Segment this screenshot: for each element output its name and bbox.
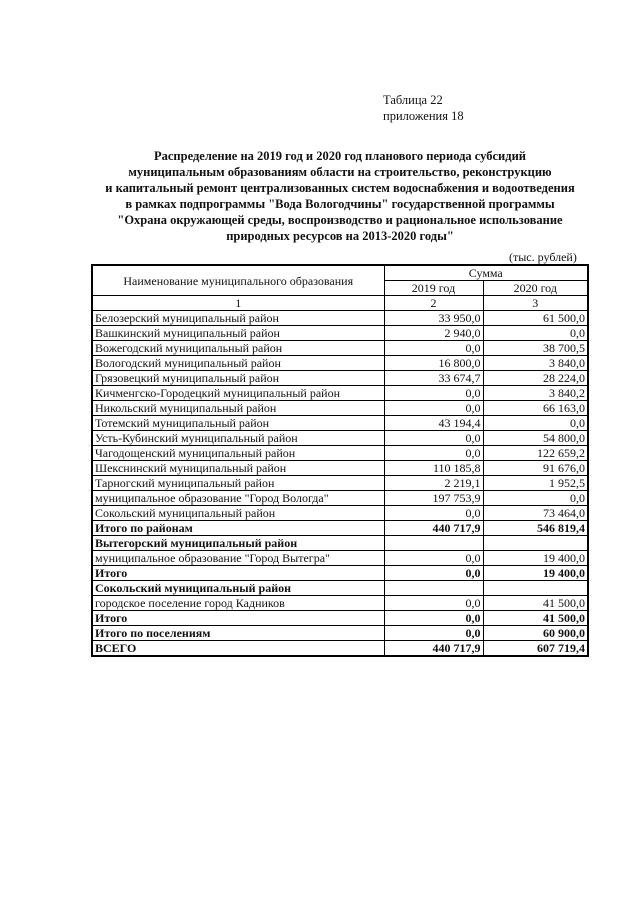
row-name: Шекснинский муниципальный район (92, 461, 384, 476)
table-row (92, 461, 588, 476)
row-value-2019: 440 717,9 (384, 521, 483, 536)
row-name: ВСЕГО (92, 641, 384, 657)
column-number: 2 (384, 296, 483, 311)
row-value-2020: 0,0 (483, 416, 588, 431)
row-value-2019: 33 674,7 (384, 371, 483, 386)
row-value-2019: 0,0 (384, 386, 483, 401)
subsidy-table (91, 264, 589, 657)
row-value-2019: 16 800,0 (384, 356, 483, 371)
row-value-2020: 28 224,0 (483, 371, 588, 386)
row-name: Вытегорский муниципальный район (92, 536, 384, 551)
table-row (92, 566, 588, 581)
row-value-2020 (483, 536, 588, 551)
row-name: Итого (92, 611, 384, 626)
row-value-2019: 0,0 (384, 431, 483, 446)
table-row (92, 581, 588, 596)
header-sum: Сумма (384, 265, 588, 281)
row-name: Тотемский муниципальный район (92, 416, 384, 431)
title-line: в рамках подпрограммы "Вода Вологодчины" государственной программы (125, 197, 555, 211)
table-row (92, 596, 588, 611)
table-row (92, 536, 588, 551)
title-line: Распределение на 2019 год и 2020 год планового периода субсидий (154, 149, 526, 163)
row-value-2019: 2 219,1 (384, 476, 483, 491)
row-value-2019: 0,0 (384, 506, 483, 521)
row-name: Итого по районам (92, 521, 384, 536)
row-value-2019: 33 950,0 (384, 311, 483, 326)
table-row (92, 341, 588, 356)
title-line: природных ресурсов на 2013-2020 годы" (226, 229, 454, 243)
row-value-2019: 110 185,8 (384, 461, 483, 476)
row-name: Белозерский муниципальный район (92, 311, 384, 326)
row-name: Тарногский муниципальный район (92, 476, 384, 491)
row-value-2019: 440 717,9 (384, 641, 483, 657)
row-value-2020 (483, 581, 588, 596)
table-row (92, 311, 588, 326)
row-name: муниципальное образование "Город Вытегра" (92, 551, 384, 566)
row-value-2019: 2 940,0 (384, 326, 483, 341)
row-value-2020: 61 500,0 (483, 311, 588, 326)
document-title (90, 148, 590, 244)
row-value-2019: 197 753,9 (384, 491, 483, 506)
column-number: 3 (483, 296, 588, 311)
row-name: Кичменгско-Городецкий муниципальный район (92, 386, 384, 401)
row-name: Вологодский муниципальный район (92, 356, 384, 371)
table-row (92, 371, 588, 386)
row-value-2020: 0,0 (483, 491, 588, 506)
row-value-2020: 54 800,0 (483, 431, 588, 446)
row-value-2020: 3 840,2 (483, 386, 588, 401)
row-value-2020: 66 163,0 (483, 401, 588, 416)
row-value-2020: 60 900,0 (483, 626, 588, 641)
row-name: Вожегодский муниципальный район (92, 341, 384, 356)
row-value-2020: 38 700,5 (483, 341, 588, 356)
row-name: муниципальное образование "Город Вологда" (92, 491, 384, 506)
row-value-2019: 0,0 (384, 551, 483, 566)
table-row (92, 641, 588, 657)
row-value-2020: 546 819,4 (483, 521, 588, 536)
row-value-2019: 0,0 (384, 401, 483, 416)
row-value-2020: 41 500,0 (483, 611, 588, 626)
row-value-2019: 43 194,4 (384, 416, 483, 431)
row-value-2019: 0,0 (384, 596, 483, 611)
row-value-2019: 0,0 (384, 611, 483, 626)
row-value-2020: 607 719,4 (483, 641, 588, 657)
table-row (92, 446, 588, 461)
title-line: "Охрана окружающей среды, воспроизводство и рациональное использование (117, 213, 563, 227)
table-row (92, 476, 588, 491)
title-line: муниципальным образованиям области на строительство, реконструкцию (128, 165, 552, 179)
table-row (92, 506, 588, 521)
row-value-2020: 91 676,0 (483, 461, 588, 476)
title-line: и капитальный ремонт централизованных систем водоснабжения и водоотведения (105, 181, 575, 195)
table-row (92, 326, 588, 341)
header-2019: 2019 год (384, 281, 483, 296)
row-value-2020: 0,0 (483, 326, 588, 341)
table-row (92, 611, 588, 626)
row-name: Итого (92, 566, 384, 581)
row-value-2020: 1 952,5 (483, 476, 588, 491)
row-name: Итого по поселениям (92, 626, 384, 641)
table-row (92, 416, 588, 431)
row-name: городское поселение город Кадников (92, 596, 384, 611)
row-value-2019: 0,0 (384, 341, 483, 356)
row-name: Вашкинский муниципальный район (92, 326, 384, 341)
table-row (92, 521, 588, 536)
row-name: Усть-Кубинский муниципальный район (92, 431, 384, 446)
table-row (92, 431, 588, 446)
table-caption (383, 92, 464, 124)
table-row (92, 401, 588, 416)
row-value-2020: 41 500,0 (483, 596, 588, 611)
row-value-2020: 19 400,0 (483, 566, 588, 581)
row-name: Никольский муниципальный район (92, 401, 384, 416)
row-value-2019 (384, 536, 483, 551)
row-value-2020: 3 840,0 (483, 356, 588, 371)
table-row (92, 626, 588, 641)
header-name: Наименование муниципального образования (92, 265, 384, 296)
row-value-2019: 0,0 (384, 446, 483, 461)
row-name: Сокольский муниципальный район (92, 581, 384, 596)
units-label: (тыс. рублей) (509, 250, 577, 264)
row-value-2019: 0,0 (384, 566, 483, 581)
column-number: 1 (92, 296, 384, 311)
row-name: Чагодощенский муниципальный район (92, 446, 384, 461)
header-2020: 2020 год (483, 281, 588, 296)
row-value-2020: 73 464,0 (483, 506, 588, 521)
row-value-2020: 19 400,0 (483, 551, 588, 566)
row-value-2020: 122 659,2 (483, 446, 588, 461)
row-name: Грязовецкий муниципальный район (92, 371, 384, 386)
appendix-number: приложения 18 (383, 109, 464, 123)
row-name: Сокольский муниципальный район (92, 506, 384, 521)
row-value-2019: 0,0 (384, 626, 483, 641)
table-number: Таблица 22 (383, 93, 443, 107)
table-row (92, 386, 588, 401)
table-row (92, 491, 588, 506)
table-row (92, 551, 588, 566)
row-value-2019 (384, 581, 483, 596)
table-row (92, 356, 588, 371)
